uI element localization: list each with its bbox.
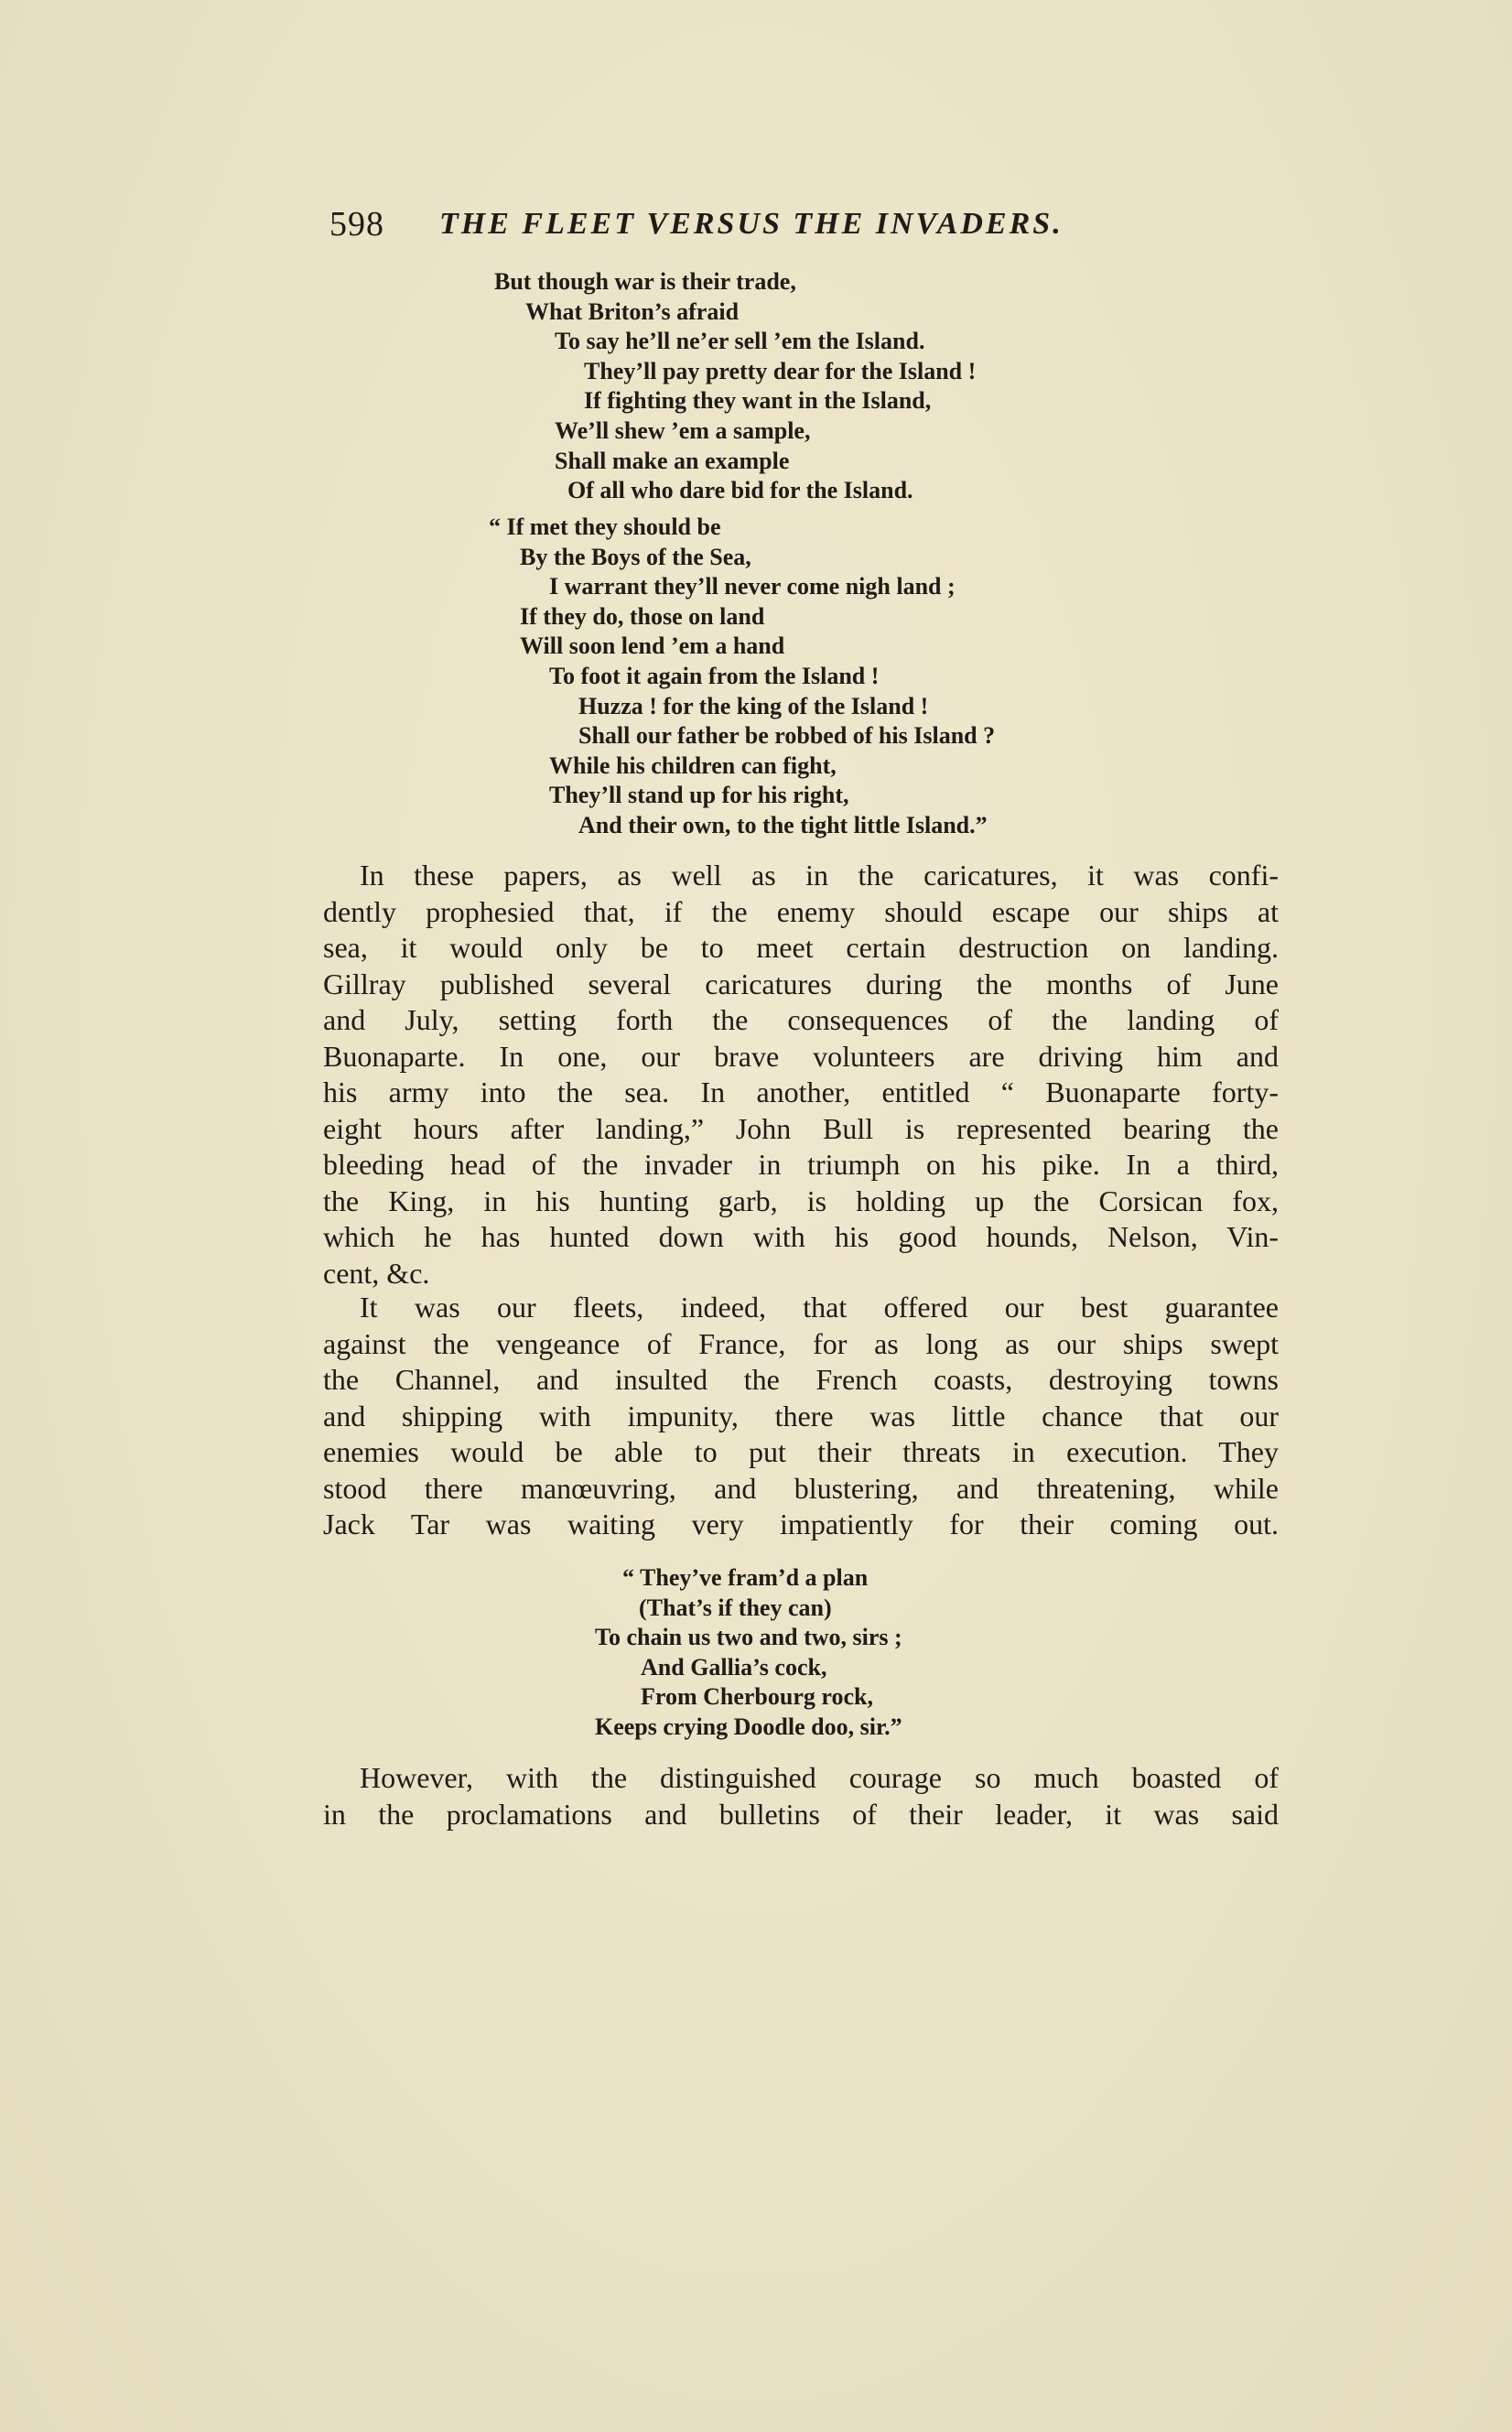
text-line: his army into the sea. In another, entitled “ Buonaparte forty-	[323, 1075, 1279, 1108]
text-line: eight hours after landing,” John Bull is represented bearing the	[323, 1111, 1279, 1145]
text-line: the King, in his hunting garb, is holding up the Corsican fox,	[323, 1184, 1279, 1217]
verse-line: (That’s if they can)	[639, 1594, 832, 1621]
verse-stanza-3	[595, 1563, 902, 1743]
verse-line: Huzza ! for the king of the Island !	[578, 692, 929, 719]
text-line: enemies would be able to put their threats in execution. They	[323, 1435, 1279, 1468]
page-number: 598	[329, 205, 384, 243]
verse-stanza-1	[494, 267, 976, 506]
verse-line: They’ll stand up for his right,	[549, 782, 849, 809]
page-header	[329, 201, 1281, 247]
verse-line: Keeps crying Doodle doo, sir.”	[595, 1713, 902, 1740]
text-line: However, with the distinguished courage so much boasted of	[360, 1761, 1279, 1794]
paragraph-3	[323, 1760, 1279, 1832]
verse-line: Shall our father be robbed of his Island ?	[578, 722, 996, 750]
verse-line: And their own, to the tight little Island.”	[578, 811, 988, 838]
text-line: bleeding head of the invader in triumph on his pike. In a third,	[323, 1148, 1279, 1181]
verse-line: Shall make an example	[555, 447, 790, 474]
paragraph-1	[323, 858, 1279, 1292]
verse-line: If they do, those on land	[520, 602, 765, 630]
verse-line: To foot it again from the Island !	[549, 662, 880, 689]
text-line: and July, setting forth the consequences of the landing of	[323, 1003, 1279, 1036]
text-line: Buonaparte. In one, our brave volunteers are driving him and	[323, 1039, 1279, 1073]
verse-line: But though war is their trade,	[494, 268, 796, 295]
verse-line: While his children can fight,	[549, 751, 837, 779]
verse-line: What Briton’s afraid	[525, 297, 740, 325]
verse-line: By the Boys of the Sea,	[520, 543, 751, 570]
text-line: It was our fleets, indeed, that offered our best guarantee	[360, 1291, 1279, 1324]
verse-line: And Gallia’s cock,	[641, 1653, 827, 1681]
text-line: Jack Tar was waiting very impatiently for their coming out.	[323, 1508, 1279, 1540]
verse-line: We’ll shew ’em a sample,	[555, 416, 811, 444]
verse-line: They’ll pay pretty dear for the Island !	[584, 357, 977, 384]
text-line: Gillray published several caricatures during the months of June	[323, 967, 1279, 1000]
verse-line: Will soon lend ’em a hand	[520, 632, 785, 660]
verse-line: I warrant they’ll never come nigh land ;	[549, 573, 956, 600]
text-line: in the proclamations and bulletins of their leader, it was said	[323, 1797, 1279, 1831]
text-line: sea, it would only be to meet certain destruction on landing.	[323, 931, 1279, 964]
text-line: dently prophesied that, if the enemy should escape our ships at	[323, 894, 1279, 928]
text-line: In these papers, as well as in the caricatures, it was confi-	[360, 859, 1279, 892]
text-line: the Channel, and insulted the French coasts, destroying towns	[323, 1363, 1279, 1396]
verse-line: If fighting they want in the Island,	[584, 387, 932, 415]
text-line: against the vengeance of France, for as long as our ships swept	[323, 1326, 1279, 1360]
verse-line: “ If met they should be	[489, 513, 721, 540]
verse-stanza-2	[489, 513, 995, 841]
verse-line: To say he’ll ne’er sell ’em the Island.	[555, 328, 925, 355]
text-line: which he has hunted down with his good hounds, Nelson, Vin-	[323, 1220, 1279, 1253]
verse-line: From Cherbourg rock,	[641, 1683, 873, 1711]
verse-line: To chain us two and two, sirs ;	[595, 1624, 902, 1651]
paragraph-2	[323, 1290, 1279, 1543]
text-line: stood there manœuvring, and blustering, and threatening, while	[323, 1471, 1279, 1505]
verse-line: Of all who dare bid for the Island.	[567, 477, 913, 504]
text-line: cent, &c.	[323, 1256, 430, 1290]
running-head: THE FLEET VERSUS THE INVADERS.	[439, 207, 1064, 241]
text-line: and shipping with impunity, there was little chance that our	[323, 1399, 1279, 1432]
verse-line: “ They’ve fram’d a plan	[622, 1564, 869, 1591]
